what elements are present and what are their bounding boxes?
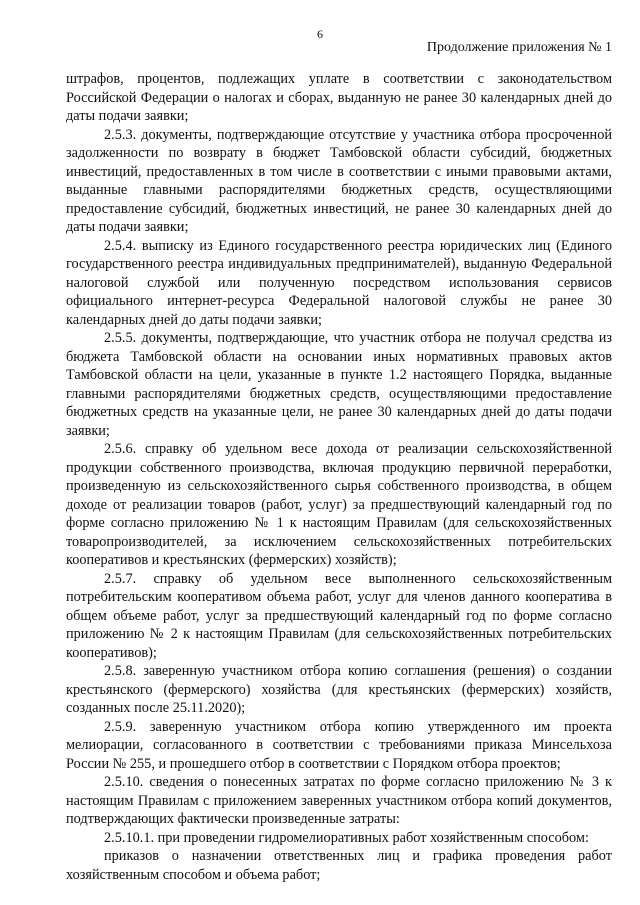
paragraph-2-5-5: 2.5.5. документы, подтверждающие, что участник отбора не получал средства из бюджета Тамбовской области на основании иных нормативных правовых актов Тамбовской области на цели, указанные в пункте 1.2 настоящего Порядка, выданные главными распорядителями бюджетных средств, осуществляющими предоставление бюджетных средств на указанные цели, не ранее 30 календарных дней до даты подачи заявки;	[66, 330, 612, 439]
page-number: 6	[317, 27, 323, 41]
paragraph-2-5-8: 2.5.8. заверенную участником отбора копию соглашения (решения) о создании крестьянского (фермерского) хозяйства (для крестьянских (фермерских) хозяйств, созданных после 25.11.2020);	[66, 663, 612, 716]
paragraph-orders: приказов о назначении ответственных лиц и графика проведения работ хозяйственным способом и объема работ;	[66, 848, 612, 883]
paragraph-2-5-7: 2.5.7. справку об удельном весе выполненного сельскохозяйственным потребительским кооперативом объема работ, услуг для членов данного кооператива в общем объеме работ, услуг за предшествующий календарный год по форме согласно приложению № 2 к настоящим Правилам (для сельскохозяйственных потребительских кооперативов);	[66, 570, 612, 661]
paragraph-2-5-3: 2.5.3. документы, подтверждающие отсутствие у участника отбора просроченной задолженности по возврату в бюджет Тамбовской области субсидий, бюджетных инвестиций, предоставленных в том числе в соответствии с иными правовыми актами, выданные главными распорядителями бюджетных средств, осуществляющими предоставление субсидий, бюджетных инвестиций, не ранее 30 календарных дней до даты подачи заявки;	[66, 126, 612, 235]
paragraph-2-5-6: 2.5.6. справку об удельном весе дохода от реализации сельскохозяйственной продукции собственного производства, включая продукцию первичной переработки, произведенную из сельскохозяйственного сырья собственного производства, в общем доходе от реализации товаров (работ, услуг) за предшествующий календарный год по форме согласно приложению № 1 к настоящим Правилам (для сельскохозяйственных товаропроизводителей, за исключением сельскохозяйственных потребительских кооперативов и крестьянских (фермерских) хозяйств);	[66, 441, 612, 568]
document-body	[66, 70, 612, 884]
paragraph-2-5-10: 2.5.10. сведения о понесенных затратах по форме согласно приложению № 3 к настоящим Правилам с приложением заверенных участником отбора копий документов, подтверждающих фактически произведенные затраты:	[66, 774, 612, 827]
appendix-continuation-label: Продолжение приложения № 1	[426, 40, 612, 55]
paragraph-continued: штрафов, процентов, подлежащих уплате в соответствии с законодательством Российской Федерации о налогах и сборах, выданную не ранее 30 календарных дней до даты подачи заявки;	[66, 71, 612, 124]
paragraph-2-5-10-1: 2.5.10.1. при проведении гидромелиоративных работ хозяйственным способом:	[104, 829, 589, 846]
paragraph-2-5-4: 2.5.4. выписку из Единого государственного реестра юридических лиц (Единого государственного реестра индивидуальных предпринимателей), выданную Федеральной налоговой службой или полученную посредством использования сервисов официального интернет-ресурса Федеральной налоговой службы не ранее 30 календарных дней до даты подачи заявки;	[66, 237, 612, 328]
paragraph-2-5-9: 2.5.9. заверенную участником отбора копию утвержденного им проекта мелиорации, согласованного в соответствии с требованиями приказа Минсельхоза России № 255, и прошедшего отбор в соответствии с Порядком отбора проектов;	[66, 718, 612, 772]
